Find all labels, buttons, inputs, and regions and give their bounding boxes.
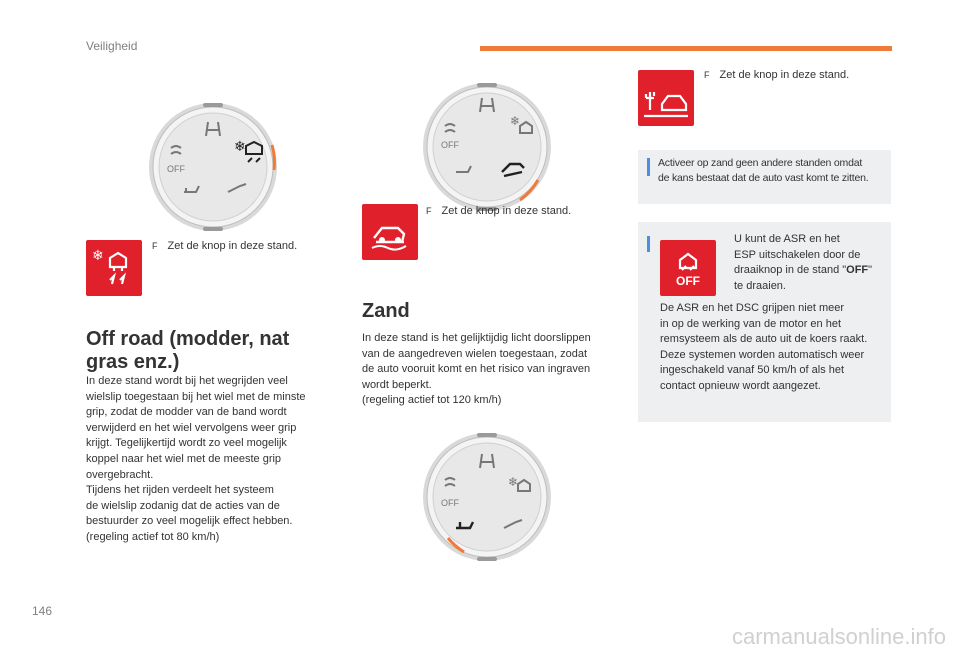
header-accent-bar: [480, 46, 892, 51]
sand-title: Zand: [362, 300, 410, 322]
esp-off-icon: [660, 240, 716, 296]
col1-bullet-text: Zet de knop in deze stand.: [167, 240, 298, 252]
watermark: carmanualsonline.info: [731, 624, 946, 649]
sand-body: In deze stand is het gelijktijdig licht doorslippen van de aangedreven wielen toegestaan, zodat de auto vooruit komt en het risico van ingraven wordt beperkt. (regeling actief tot 120 km/h): [362, 332, 591, 407]
esp-off-line3: [734, 263, 890, 279]
bullet-marker-icon: F: [426, 206, 432, 216]
svg-text:❄: ❄: [234, 139, 246, 155]
desert-car-icon: [638, 70, 694, 126]
col2-bullet: [426, 204, 626, 219]
esp-off-line4: te draaien.: [734, 279, 786, 292]
esp-off-tile-text: OFF: [676, 274, 700, 288]
info-marker-icon: [647, 158, 650, 176]
dial-off-road-selected-icon: [146, 100, 280, 234]
dial-esp-off-selected-icon: [420, 430, 554, 564]
esp-off-line2: ESP uitschakelen door de: [734, 248, 861, 261]
col3-bullet: [704, 68, 884, 83]
dial-off-label: OFF: [167, 164, 185, 174]
page-number: 146: [32, 604, 53, 618]
sand-warning-text: Activeer op zand geen andere standen omdat de kans bestaat dat de auto vast komt te zitten.: [658, 157, 869, 184]
esp-off-info-box: [638, 222, 891, 422]
off-road-title: Off road (modder, nat gras enz.): [86, 328, 290, 373]
esp-off-line3-pre: draaiknop in de stand ": [734, 264, 847, 277]
section-label: Veiligheid: [86, 39, 138, 53]
esp-off-intro: [734, 232, 890, 294]
esp-off-line1: U kunt de ASR en het: [734, 233, 840, 245]
col2-bullet-text: Zet de knop in deze stand.: [441, 205, 572, 217]
dial-off-label: OFF: [441, 498, 459, 508]
esp-off-body: De ASR en het DSC grijpen niet meer in op de werking van de motor en het remsysteem als de auto uit de koers raakt. Deze systemen worden automatisch weer ingeschakeld vanaf 50 km/h of als het contact opnieuw wordt aangezet.: [660, 302, 868, 392]
esp-off-line3-bold: OFF: [846, 264, 869, 277]
svg-text:❄: ❄: [92, 248, 104, 264]
dial-off-label: OFF: [441, 140, 459, 150]
bullet-marker-icon: F: [152, 241, 158, 251]
off-road-mud-icon: [86, 240, 142, 296]
col3-bullet-text: Zet de knop in deze stand.: [719, 69, 850, 81]
svg-text:❄: ❄: [508, 475, 519, 489]
dial-sand-selected-icon: [420, 80, 554, 214]
bullet-marker-icon: F: [704, 70, 710, 80]
off-road-body: In deze stand wordt bij het wegrijden veel wielslip toegestaan bij het wiel met de minste grip, zodat de modder van de band wordt verwijderd en het wiel vervolgens weer grip krijgt. Tegelijkertijd wordt zo veel mogelijk koppel naar het wiel met de meeste grip overgebracht. Tijdens het rijden verdeelt het systeem de wielslip zodanig dat de acties van de bestuurder zo veel mogelijk effect hebben. (regeling actief tot 80 km/h): [86, 375, 306, 543]
col1-bullet: [152, 239, 332, 254]
info-marker-icon: [647, 236, 650, 252]
svg-text:❄: ❄: [510, 114, 521, 128]
sand-warning-note: [638, 150, 891, 204]
esp-off-line3-post: ": [868, 264, 873, 277]
sand-icon: [362, 204, 418, 260]
